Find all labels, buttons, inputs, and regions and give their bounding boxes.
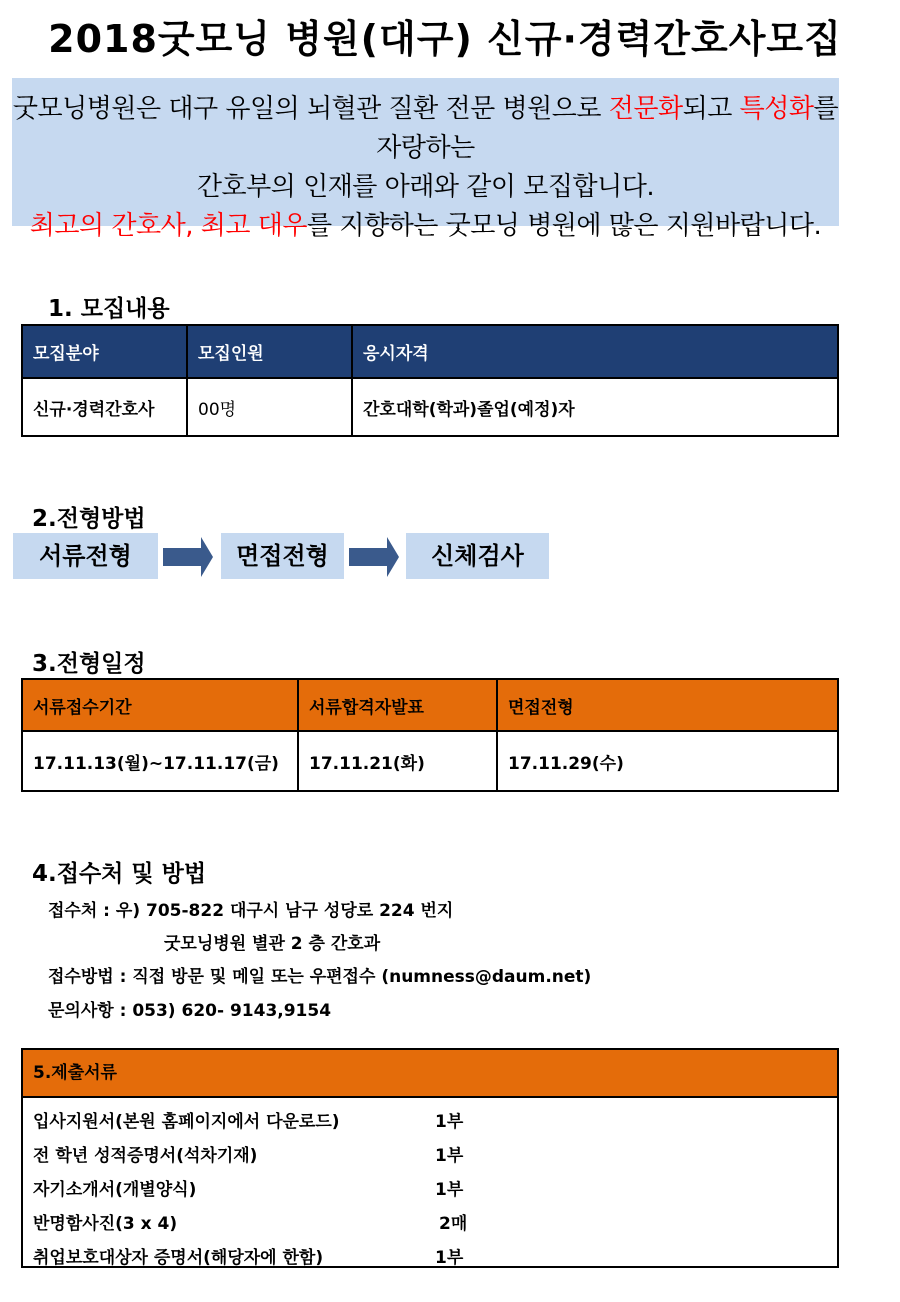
document-qty: 1부 xyxy=(435,1248,464,1268)
list-item xyxy=(23,1203,837,1237)
schedule-table xyxy=(21,678,839,792)
document-list xyxy=(23,1098,837,1271)
table-cell: 신규·경력간호사 xyxy=(22,378,187,436)
intro-highlight: 최고의 간호사, 최고 대우 xyxy=(29,211,307,241)
process-step-physical-exam: 신체검사 xyxy=(406,533,549,579)
list-item xyxy=(23,1135,837,1169)
document-name: 입사지원서(본원 홈페이지에서 다운로드) xyxy=(33,1112,340,1132)
table-row xyxy=(22,731,838,791)
list-item xyxy=(23,1101,837,1135)
intro-highlight: 특성화 xyxy=(739,94,814,124)
intro-text: 되고 xyxy=(682,94,740,124)
section-title-schedule: 3.전형일정 xyxy=(32,651,146,677)
application-method: 접수방법 : 직접 방문 및 메일 또는 우편접수 (numness@daum.net) xyxy=(48,967,592,987)
application-address-detail: 굿모닝병원 별관 2 층 간호과 xyxy=(164,934,381,954)
intro-text: 를 지향하는 굿모닝 병원에 많은 지원바랍니다. xyxy=(306,211,822,241)
intro-line-1 xyxy=(12,90,839,168)
table-cell: 17.11.29(수) xyxy=(497,731,838,791)
required-documents-title: 5.제출서류 xyxy=(23,1050,837,1098)
table-header-row xyxy=(22,325,838,378)
intro-box xyxy=(12,78,839,241)
process-step-documents: 서류전형 xyxy=(13,533,158,579)
page-title: 2018굿모닝 병원(대구) 신규·경력간호사모집 xyxy=(48,17,842,61)
intro-line-3 xyxy=(12,207,839,246)
table-header-cell: 서류합격자발표 xyxy=(298,679,497,731)
contact-info: 문의사항 : 053) 620- 9143,9154 xyxy=(48,1001,332,1021)
intro-highlight: 전문화 xyxy=(608,94,683,124)
document-name: 전 학년 성적증명서(석차기재) xyxy=(33,1146,258,1166)
document-qty: 2매 xyxy=(439,1214,468,1234)
arrow-right-icon xyxy=(163,537,213,577)
required-documents-box xyxy=(21,1048,839,1268)
document-name: 취업보호대상자 증명서(해당자에 한함) xyxy=(33,1248,324,1268)
intro-line-2: 간호부의 인재를 아래와 같이 모집합니다. xyxy=(196,172,655,202)
arrow-right-icon xyxy=(349,537,399,577)
table-header-cell: 면접전형 xyxy=(497,679,838,731)
table-cell: 간호대학(학과)졸업(예정)자 xyxy=(352,378,838,436)
intro-text: 를 자랑하는 xyxy=(376,94,839,163)
table-cell: 00명 xyxy=(187,378,352,436)
document-name: 자기소개서(개별양식) xyxy=(33,1180,197,1200)
table-cell: 17.11.21(화) xyxy=(298,731,497,791)
table-header-cell: 서류접수기간 xyxy=(22,679,298,731)
document-qty: 1부 xyxy=(435,1112,464,1132)
process-step-interview: 면접전형 xyxy=(221,533,344,579)
intro-text: 굿모닝병원은 대구 유일의 뇌혈관 질환 전문 병원으로 xyxy=(12,94,609,124)
table-header-row xyxy=(22,679,838,731)
section-title-application: 4.접수처 및 방법 xyxy=(32,861,207,887)
section-title-process: 2.전형방법 xyxy=(32,506,146,532)
document-qty: 1부 xyxy=(435,1180,464,1200)
section-title-recruitment: 1. 모집내용 xyxy=(48,296,170,322)
document-qty: 1부 xyxy=(435,1146,464,1166)
document-name: 반명함사진(3 x 4) xyxy=(33,1214,178,1234)
list-item xyxy=(23,1237,837,1271)
table-header-cell: 모집분야 xyxy=(22,325,187,378)
list-item xyxy=(23,1169,837,1203)
application-address: 접수처 : 우) 705-822 대구시 남구 성당로 224 번지 xyxy=(48,901,454,921)
table-header-cell: 모집인원 xyxy=(187,325,352,378)
table-row xyxy=(22,378,838,436)
recruitment-table xyxy=(21,324,839,437)
table-cell: 17.11.13(월)~17.11.17(금) xyxy=(22,731,298,791)
table-header-cell: 응시자격 xyxy=(352,325,838,378)
